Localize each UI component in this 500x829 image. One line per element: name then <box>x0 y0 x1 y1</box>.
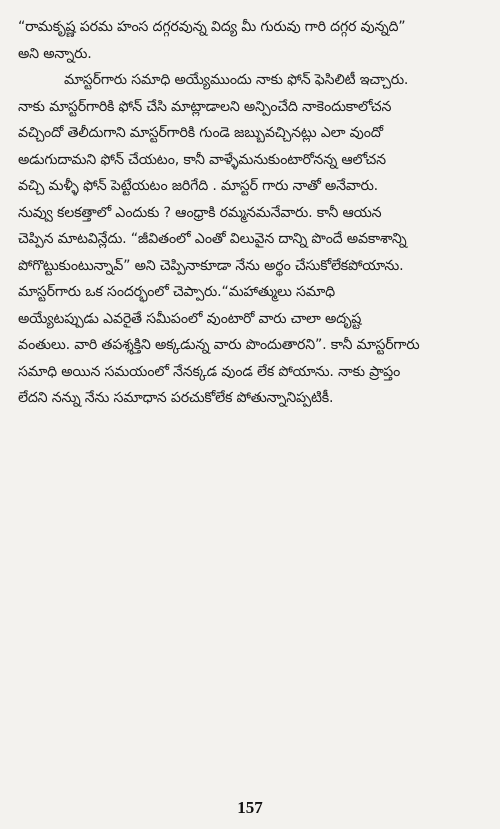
text-line: అడుగుదామని ఫోన్ చేయటం, కానీ వాళ్ళేమనుకుంటారోనన్న ఆలోచన <box>18 151 386 168</box>
text-line: వంతులు. వారి తపశ్శక్తిని అక్కడున్న వారు పొందుతారని”. కానీ మాస్టర్‌గారు <box>18 337 420 353</box>
text-line: వచ్చిందో తెలీదుగాని మాస్టర్‌గారికి గుండె జబ్బువచ్చినట్లు ఎలా వుందో <box>18 125 383 141</box>
text-line: అయ్యేటప్పుడు ఎవరైతే సమీపంలో వుంటారో వారు చాలా అదృష్ట <box>18 310 362 327</box>
text-line: “రామకృష్ణ పరమ హంస దగ్గరవున్న విద్య మీ గురువు గారి దగ్గర వున్నది” <box>18 19 406 35</box>
text-line: సమాధి అయిన సమయంలో నేనక్కడ వుండ లేక పోయాను. నాకు ప్రాప్తం <box>18 363 401 380</box>
text-line: లేదని నన్ను నేను సమాధాన పరచుకోలేక పోతున్నానిప్పటికీ. <box>18 390 334 406</box>
text-line: చెప్పిన మాటవిన్లేదు. “జీవితంలో ఎంతో విలువైన దాన్ని పొందే అవకాశాన్ని <box>18 231 407 247</box>
paragraph-start-line: మాస్టర్‌గారు సమాధి అయ్యేముందు నాకు ఫోన్ ఫెసిలిటీ ఇచ్చారు. <box>64 72 409 88</box>
text-line: అని అన్నారు. <box>18 45 92 62</box>
page-number: 157 <box>237 798 263 817</box>
text-line: నువ్వు కలకత్తాలో ఎందుకు ? ఆంధ్రాకి రమ్మనమనేవారు. కానీ ఆయన <box>18 204 382 221</box>
text-line: పోగొట్టుకుంటున్నావ్” అని చెప్పినాకూడా నేను అర్థం చేసుకోలేకపోయాను. <box>18 257 404 274</box>
text-line: వచ్చి మళ్ళీ ఫోన్ పెట్టేయటం జరిగేది . మాస్టర్ గారు నాతో అనేవారు. <box>18 178 378 194</box>
text-line: మాస్టర్‌గారు ఒక సందర్భంలో చెప్పారు.“మహాత్ములు సమాధి <box>18 284 335 300</box>
body-text <box>18 14 490 412</box>
text-line: నాకు మాస్టర్‌గారికి ఫోన్ చేసి మాట్లాడాలని అన్పించేది నాకెందుకాలోచన <box>18 98 392 115</box>
